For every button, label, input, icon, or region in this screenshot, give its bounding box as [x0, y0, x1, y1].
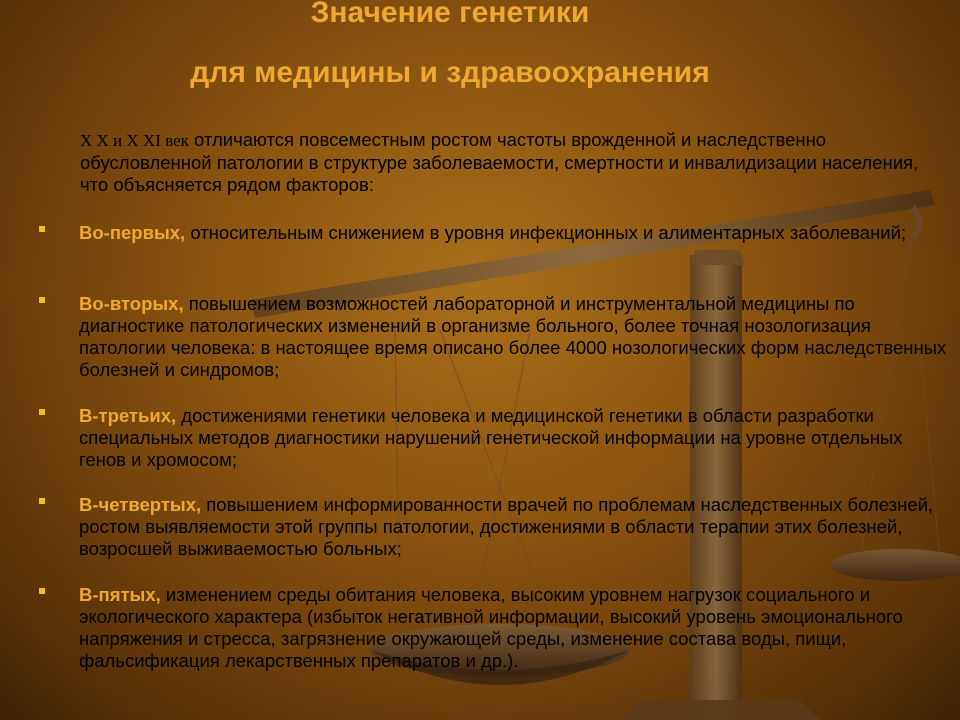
intro-text: отличаются повсеместным ростом частоты врожденной и наследственно обусловленной патологии в структуре заболеваемости, смертности и инвалидизации населения, что объясняется рядом факторов: [80, 129, 919, 195]
bullet-marker [39, 498, 45, 504]
bullet-text: повышением возможностей лабораторной и инструментальной медицины по диагностике патологических изменений в организме больного, более точная нозологизация патологии человека: в настоящее время описано более 4000 нозологических форм наследственных болезней и синдромов; [79, 293, 947, 380]
bullet-marker [39, 409, 45, 415]
slide-title-line1: Значение генетики [310, 0, 590, 29]
slide-title-line2: для медицины и здравоохранения [190, 56, 710, 89]
bullet-text: достижениями генетики человека и медицинской генетики в области разработки специальных методов диагностики нарушений генетической информации на уровне отдельных генов и хромосом; [79, 405, 903, 470]
bullet-marker [39, 297, 45, 303]
bullet-marker [39, 226, 45, 232]
bullet-marker [39, 588, 45, 594]
bullet-lead: В-третьих, [79, 405, 177, 426]
scales-base [620, 700, 820, 720]
bullet-text: изменением среды обитания человека, высоким уровнем нагрузок социального и экологического характера (избыток негативной информации, высокий уровень эмоционального напряжения и стресса, загрязнение окружающей среды, изменение состава воды, пищи, фальсификация лекарственных препаратов и др.). [79, 584, 903, 671]
intro-paragraph [80, 129, 940, 196]
century-prefix: X X и X XI век [80, 131, 189, 150]
bullet-lead: Во-первых, [79, 222, 186, 243]
bullet-lead: В-пятых, [79, 584, 161, 605]
bullet-text: повышением информированности врачей по проблемам наследственных болезней, ростом выявляемости этой группы патологии, достижениями в области терапии этих болезней, возросшей выживаемостью больных; [79, 494, 934, 559]
bullet-lead: Во-вторых, [79, 293, 184, 314]
bullet-lead: В-четвертых, [79, 494, 202, 515]
bullet-text: относительным снижением в уровня инфекционных и алиментарных заболеваний; [185, 222, 907, 243]
